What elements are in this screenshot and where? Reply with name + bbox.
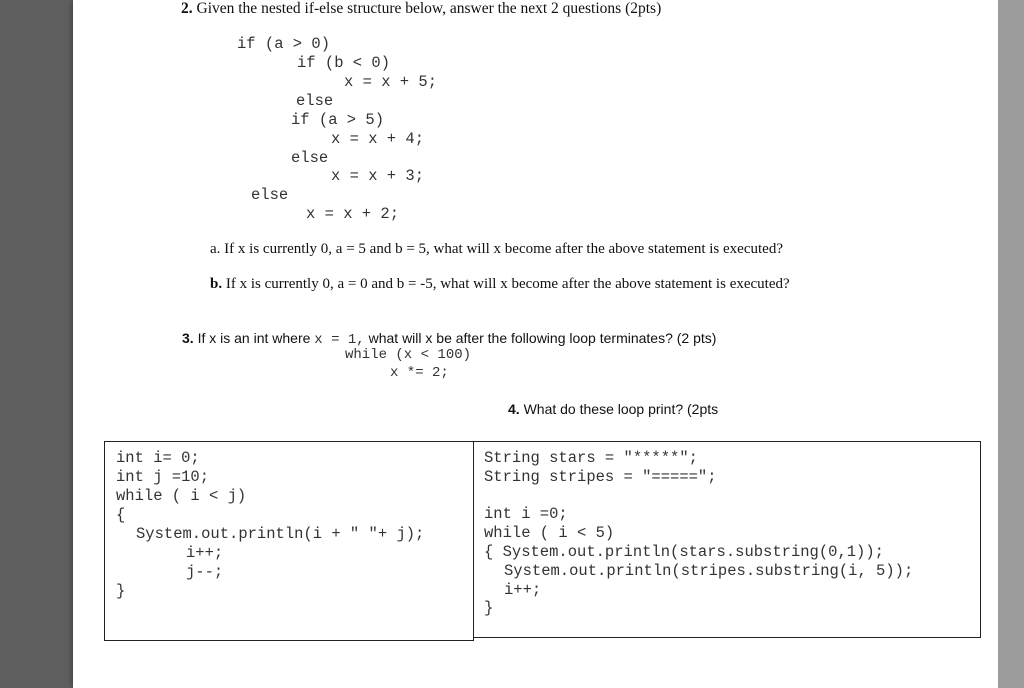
q4-heading (508, 401, 718, 417)
code-line: else (291, 149, 329, 167)
code-line: else (296, 92, 334, 110)
q3-prompt-code: x = 1, (314, 332, 365, 348)
code-line: System.out.println(i + " "+ j); (136, 525, 425, 543)
code-line: int i= 0; (116, 449, 200, 467)
q3-heading (182, 330, 716, 348)
code-line: if (a > 5) (291, 111, 385, 129)
code-line: String stripes = "====="; (484, 468, 717, 486)
q3-prompt-pre: If x is an int where (197, 330, 311, 346)
code-line: else (251, 186, 289, 204)
code-line: i++; (186, 544, 224, 562)
code-line: { System.out.println(stars.substring(0,1)); (484, 543, 884, 561)
q4-prompt: What do these loop print? (2pts (523, 401, 719, 417)
q2-number: 2. (181, 0, 193, 17)
code-line: String stars = "*****"; (484, 449, 698, 467)
code-line: x = x + 2; (306, 205, 400, 223)
code-line: if (b < 0) (297, 54, 391, 72)
code-line: x *= 2; (390, 365, 449, 381)
code-line: j--; (186, 563, 224, 581)
code-line: } (484, 599, 494, 617)
code-line: System.out.println(stripes.substring(i, 5)); (504, 562, 914, 580)
q2-part-a-label: a. (210, 241, 221, 257)
q3-number: 3. (182, 330, 194, 346)
left-code-box (104, 441, 474, 641)
q2-prompt: Given the nested if-else structure below, answer the next 2 questions (2pts) (196, 0, 662, 17)
code-line: while ( i < 5) (484, 524, 615, 542)
code-line: i++; (504, 581, 542, 599)
viewer-right-margin (998, 0, 1024, 688)
q2-part-b-label: b. (210, 276, 223, 292)
code-line: int i =0; (484, 505, 568, 523)
q4-number: 4. (508, 401, 520, 417)
q2-part-b (210, 276, 790, 293)
code-line: } (116, 582, 126, 600)
q2-part-b-text: If x is currently 0, a = 0 and b = -5, what will x become after the above statement is executed? (225, 276, 790, 292)
code-line: int j =10; (116, 468, 210, 486)
code-line: { (116, 506, 126, 524)
q2-part-a-text: If x is currently 0, a = 5 and b = 5, what will x become after the above statement is executed? (224, 241, 783, 257)
right-code-box (473, 441, 981, 638)
q3-prompt-post: what will x be after the following loop terminates? (2 pts) (368, 330, 717, 346)
code-line: while (x < 100) (345, 347, 472, 363)
code-line: x = x + 5; (344, 73, 438, 91)
q2-part-a (210, 241, 783, 258)
q2-heading (181, 0, 661, 18)
code-line: if (a > 0) (237, 35, 331, 53)
code-line: while ( i < j) (116, 487, 247, 505)
code-line: x = x + 4; (331, 130, 425, 148)
code-line: x = x + 3; (331, 167, 425, 185)
document-page (73, 0, 998, 688)
